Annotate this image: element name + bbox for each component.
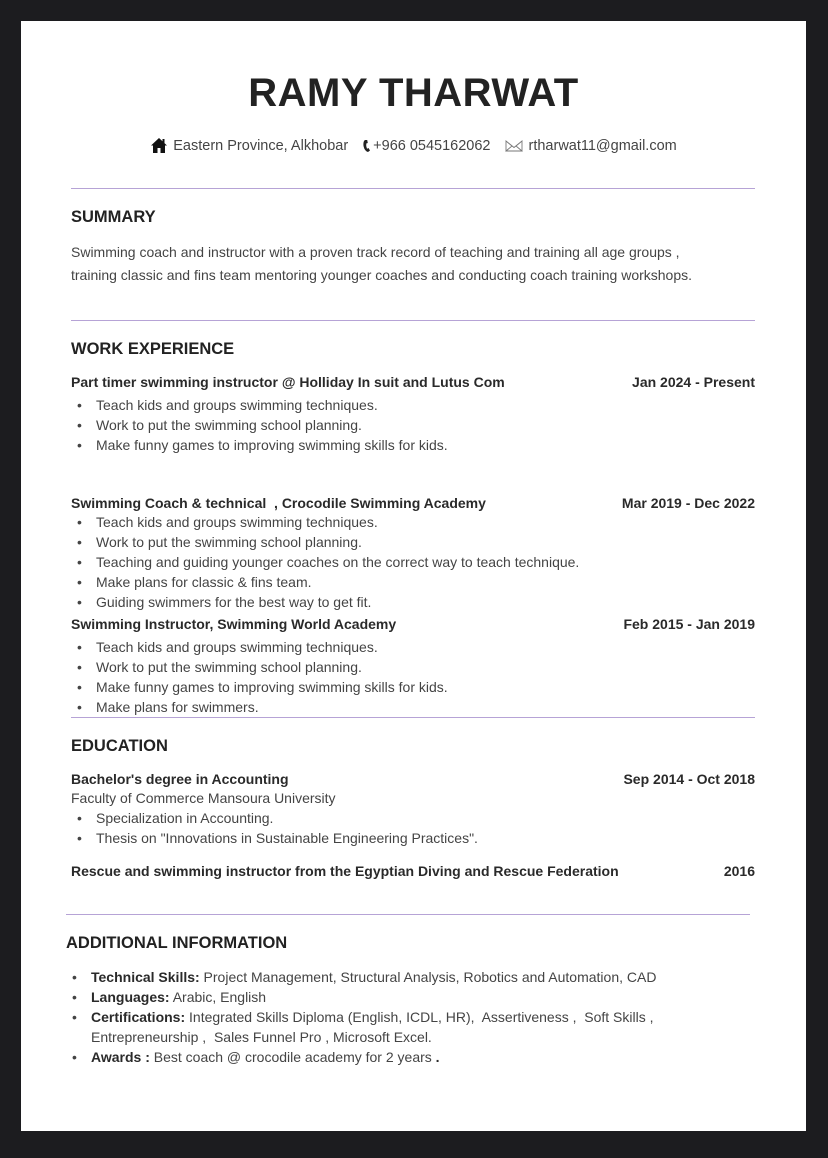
bullet-item: • Make funny games to improving swimming skills for kids. <box>71 435 755 455</box>
degree-bullets <box>71 808 755 848</box>
bullet-item: • Make funny games to improving swimming skills for kids. <box>71 677 755 697</box>
item-suffix: . <box>435 1049 440 1065</box>
job-title: Part timer swimming instructor @ Holliday In suit and Lutus Com <box>71 374 505 390</box>
job-entry <box>71 616 755 717</box>
item-label: Languages: <box>91 989 170 1005</box>
additional-item <box>66 967 766 987</box>
job-entry <box>71 495 755 612</box>
school-name: Faculty of Commerce Mansoura University <box>71 790 336 806</box>
item-value: Arabic, English <box>169 989 267 1005</box>
additional-heading: ADDITIONAL INFORMATION <box>66 934 288 952</box>
job-header <box>71 495 755 511</box>
location-text: Eastern Province, Alkhobar <box>173 137 349 154</box>
degree-title: Bachelor's degree in Accounting <box>71 771 289 787</box>
education-entry <box>71 771 755 848</box>
summary-line: Swimming coach and instructor with a proven track record of teaching and training all age groups , <box>71 244 680 260</box>
experience-heading: WORK EXPERIENCE <box>71 340 235 358</box>
summary-line: training classic and fins team mentoring younger coaches and conducting coach training workshops. <box>71 267 693 283</box>
item-value: Integrated Skills Diploma (English, ICDL, HR), Assertiveness , Soft Skills , <box>185 1009 654 1025</box>
item-label: Certifications: <box>91 1009 186 1025</box>
item-label: Awards : <box>91 1049 150 1065</box>
bullet-item: • Teach kids and groups swimming techniques. <box>71 637 755 657</box>
item-value-continued: Entrepreneurship , Sales Funnel Pro , Microsoft Excel. <box>91 1029 432 1045</box>
bullet-item: • Teach kids and groups swimming techniques. <box>71 395 755 415</box>
certificate-dates: 2016 <box>723 863 755 879</box>
job-bullets <box>71 395 755 455</box>
item-value: Project Management, Structural Analysis, Robotics and Automation, CAD <box>199 969 657 985</box>
bullet-item: • Work to put the swimming school planning. <box>71 657 755 677</box>
bullet-item: • Work to put the swimming school planning. <box>71 415 755 435</box>
additional-item <box>66 1047 766 1067</box>
item-label: Technical Skills: <box>91 969 200 985</box>
envelope-icon <box>505 140 523 152</box>
bullet-item: • Make plans for swimmers. <box>71 697 755 717</box>
candidate-name: RAMY THARWAT <box>248 71 579 115</box>
job-header <box>71 616 755 632</box>
bullet-item: • Teaching and guiding younger coaches on the correct way to teach technique. <box>71 552 755 572</box>
degree-header <box>71 771 755 787</box>
bullet-item: • Thesis on "Innovations in Sustainable Engineering Practices". <box>71 828 755 848</box>
phone-text: +966 0545162062 <box>373 137 491 154</box>
divider <box>66 914 750 915</box>
phone-icon <box>362 139 372 153</box>
item-value: Best coach @ crocodile academy for 2 years <box>149 1049 436 1065</box>
divider <box>71 188 755 189</box>
additional-list <box>66 967 766 1067</box>
home-icon <box>150 137 168 154</box>
summary-heading: SUMMARY <box>71 208 156 226</box>
contact-bar <box>21 137 806 154</box>
job-entry <box>71 374 755 455</box>
bullet-item: • Make plans for classic & fins team. <box>71 572 755 592</box>
contact-phone[interactable] <box>362 138 490 154</box>
certificate-entry <box>71 863 755 879</box>
bullet-item: • Guiding swimmers for the best way to get fit. <box>71 592 755 612</box>
job-bullets <box>71 637 755 717</box>
job-dates: Jan 2024 - Present <box>632 374 755 390</box>
divider <box>71 717 755 718</box>
bullet-item: • Work to put the swimming school planning. <box>71 532 755 552</box>
job-title: Swimming Instructor, Swimming World Academy <box>71 616 397 632</box>
bullet-item: • Specialization in Accounting. <box>71 808 755 828</box>
job-dates: Feb 2015 - Jan 2019 <box>623 616 755 632</box>
education-heading: EDUCATION <box>71 737 168 755</box>
summary-text <box>71 241 771 287</box>
job-header <box>71 374 755 390</box>
email-text: rtharwat11@gmail.com <box>528 137 677 154</box>
resume-page <box>21 21 806 1131</box>
certificate-title: Rescue and swimming instructor from the Egyptian Diving and Rescue Federation <box>71 863 619 879</box>
additional-item <box>66 987 766 1007</box>
degree-dates: Sep 2014 - Oct 2018 <box>623 771 755 787</box>
job-dates: Mar 2019 - Dec 2022 <box>621 495 755 511</box>
job-title: Swimming Coach & technical , Crocodile Swimming Academy <box>71 495 486 511</box>
divider <box>71 320 755 321</box>
contact-location <box>150 137 348 154</box>
bullet-item: • Teach kids and groups swimming techniques. <box>71 512 755 532</box>
job-bullets <box>71 512 755 612</box>
additional-item <box>66 1007 766 1047</box>
contact-email[interactable] <box>505 138 677 154</box>
